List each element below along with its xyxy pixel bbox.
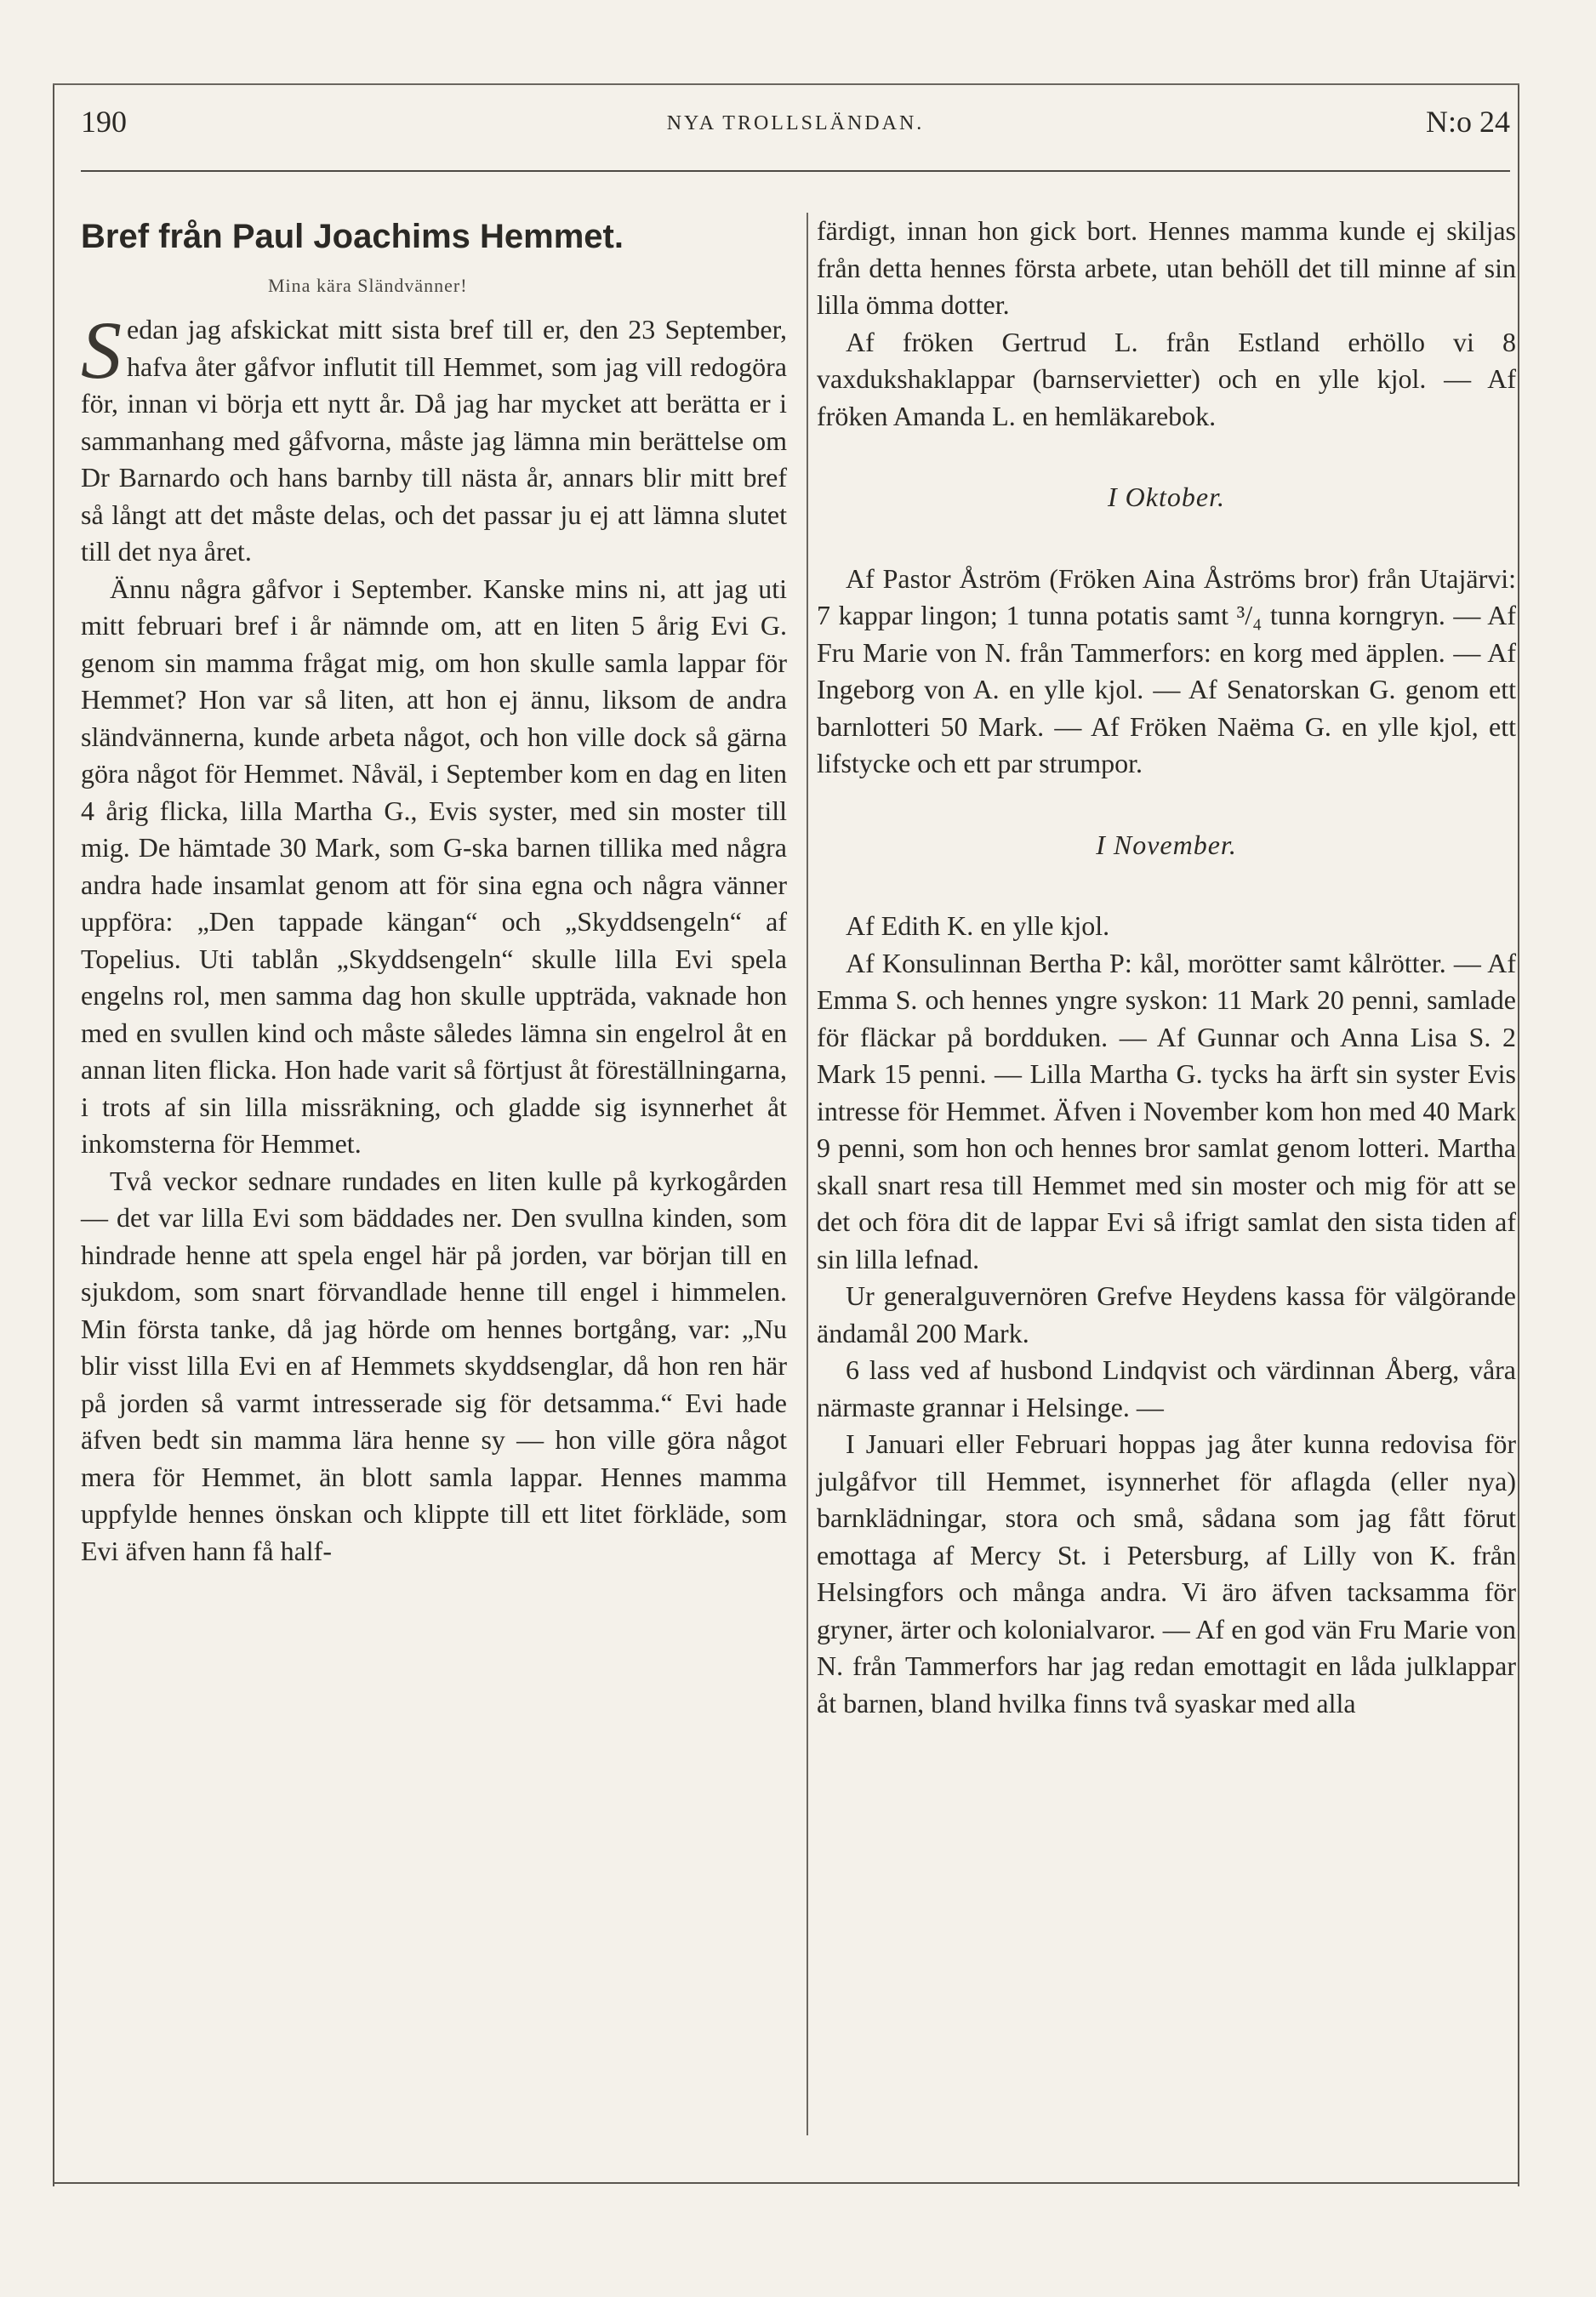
paragraph-1-text: edan jag afskickat mitt sista bref till er, den 23 September, hafva åter gåfvor influtit till Hemmet, som jag vill redogöra för, innan vi börja ett nytt år. Då jag har mycket att berätta er i sammanhang med gåfvorna, måste jag lämna min berättelse om Dr Barnardo och hans barnby till nästa år, annars blir mitt bref så långt att det måste delas, och det passar ju ej att lämna slutet till det nya året. [81,314,787,567]
paragraph-2: Ännu några gåfvor i September. Kanske mins ni, att jag uti mitt februari bref i år nämnde om, att en liten 5 årig Evi G. genom sin mamma frågat mig, om hon skulle samla lappar för Hemmet? Hon var så liten, att hon ej ännu, liksom de andra sländvännerna, kunde arbeta något, och hon ville dock så gärna göra något för Hemmet. Nåväl, i September kom en dag en liten 4 årig flicka, lilla Martha G., Evis syster, med sin moster till mig. De hämtade 30 Mark, som G-ska barnen tillika med några andra hade insamlat genom att för sina egna och några vänner uppföra: „Den tappade kängan“ och „Skyddsengeln“ af Topelius. Uti tablån „Skyddsengeln“ skulle lilla Evi spela engelns rol, men samma dag hon skulle uppträda, vaknade hon med en svullen kind och måste således lämna sin engelrol åt en annan liten flicka. Hon hade varit så förtjust åt föreställningarna, i trots af sin lilla missräkning, och gladde sig isynnerhet åt inkomsterna för Hemmet. [81,573,787,1159]
left-column [81,213,787,1570]
dropcap: S [81,305,122,396]
column-divider [807,213,808,2135]
paragraph-10: I Januari eller Februari hoppas jag åter kunna redovisa för julgåfvor till Hemmet, isynnerhet för aflagda (eller nya) barnklädningar, stora och små, sådana som jag fått förut emottaga af Mercy St. i Petersburg, af Lilly von K. från Helsingfors och många andra. Vi äro äfven tacksamma för gryner, ärter och kolonialvaror. — Af en god vän Fru Marie von N. från Tammerfors har jag redan emottagit en låda julklappar åt barnen, bland hvilka finns två syaskar med alla [817,1428,1516,1718]
publication-title: NYA TROLLSLÄNDAN. [666,112,925,134]
page-number: 190 [81,105,127,139]
paragraph-3-continued: färdigt, innan hon gick bort. Hennes mamma kunde ej skiljas från detta hennes första arbete, utan behöll det till minne af sin lilla ömma dotter. [817,215,1516,320]
issue-number: N:o 24 [1426,105,1510,139]
right-column [817,213,1516,1722]
section-heading-october: I Oktober. [1108,482,1225,512]
paragraph-7: Af Konsulinnan Bertha P: kål, morötter samt kålrötter. — Af Emma S. och hennes yngre syskon: 11 Mark 20 penni, samlade för fläckar på bordduken. — Af Gunnar och Anna Lisa S. 2 Mark 15 penni. — Lilla Martha G. tycks ha ärft sin syster Evis intresse för Hemmet. Äfven i November kom hon med 40 Mark 9 penni, som hon och hennes bror samlat genom lotteri. Martha skall snart resa till Hemmet med sin moster och mig för att se det och föra dit de lappar Evi så ifrigt samlat den sista tiden af sin lilla lefnad. [817,947,1516,1274]
running-header [81,102,1510,153]
paragraph-4: Af fröken Gertrud L. från Estland erhöllo vi 8 vaxdukshaklappar (barnservietter) och en ylle kjol. — Af fröken Amanda L. en hemläkarebok. [817,326,1516,431]
article-title: Bref från Paul Joachims Hemmet. [81,218,624,255]
bottom-rule [53,2182,1519,2184]
paragraph-1 [81,305,787,571]
paragraph-6: Af Edith K. en ylle kjol. [846,910,1110,941]
header-rule [81,170,1510,172]
paragraph-8: Ur generalguvernören Grefve Heydens kassa för välgörande ändamål 200 Mark. [817,1280,1516,1348]
paragraph-3: Två veckor sednare rundades en liten kulle på kyrkogården — det var lilla Evi som bäddades ner. Den svullna kinden, som hindrade henne att spela engel här på jorden, var början till en sjukdom, som snart förvandlade henne till engel i himmelen. Min första tanke, då jag hörde om hennes bortgång, var: „Nu blir visst lilla Evi en af Hemmets skyddsenglar, då hon ren här på jorden så varmt intresserade sig för detsamma.“ Evi hade äfven bedt sin mamma lära henne sy — hon ville göra något mera för Hemmet, än blott samla lappar. Hennes mamma uppfylde hennes önskan och klippte till ett litet förkläde, som Evi äfven hann få half- [81,1165,787,1566]
paragraph-5: Af Pastor Åström (Fröken Aina Åströms bror) från Utajärvi: 7 kappar lingon; 1 tunna potatis samt ³/₄ tunna korngryn. — Af Fru Marie von N. från Tammerfors: en korg med äpplen. — Af Ingeborg von A. en ylle kjol. — Af Senatorskan G. genom ett barnlotteri 50 Mark. — Af Fröken Naëma G. en ylle kjol, ett lifstycke och ett par strumpor. [817,562,1516,778]
paragraph-9: 6 lass ved af husbond Lindqvist och värdinnan Åberg, våra närmaste grannar i Helsinge. — [817,1354,1516,1422]
salutation: Mina kära Sländvänner! [268,275,468,296]
section-heading-november: I November. [1096,829,1237,860]
